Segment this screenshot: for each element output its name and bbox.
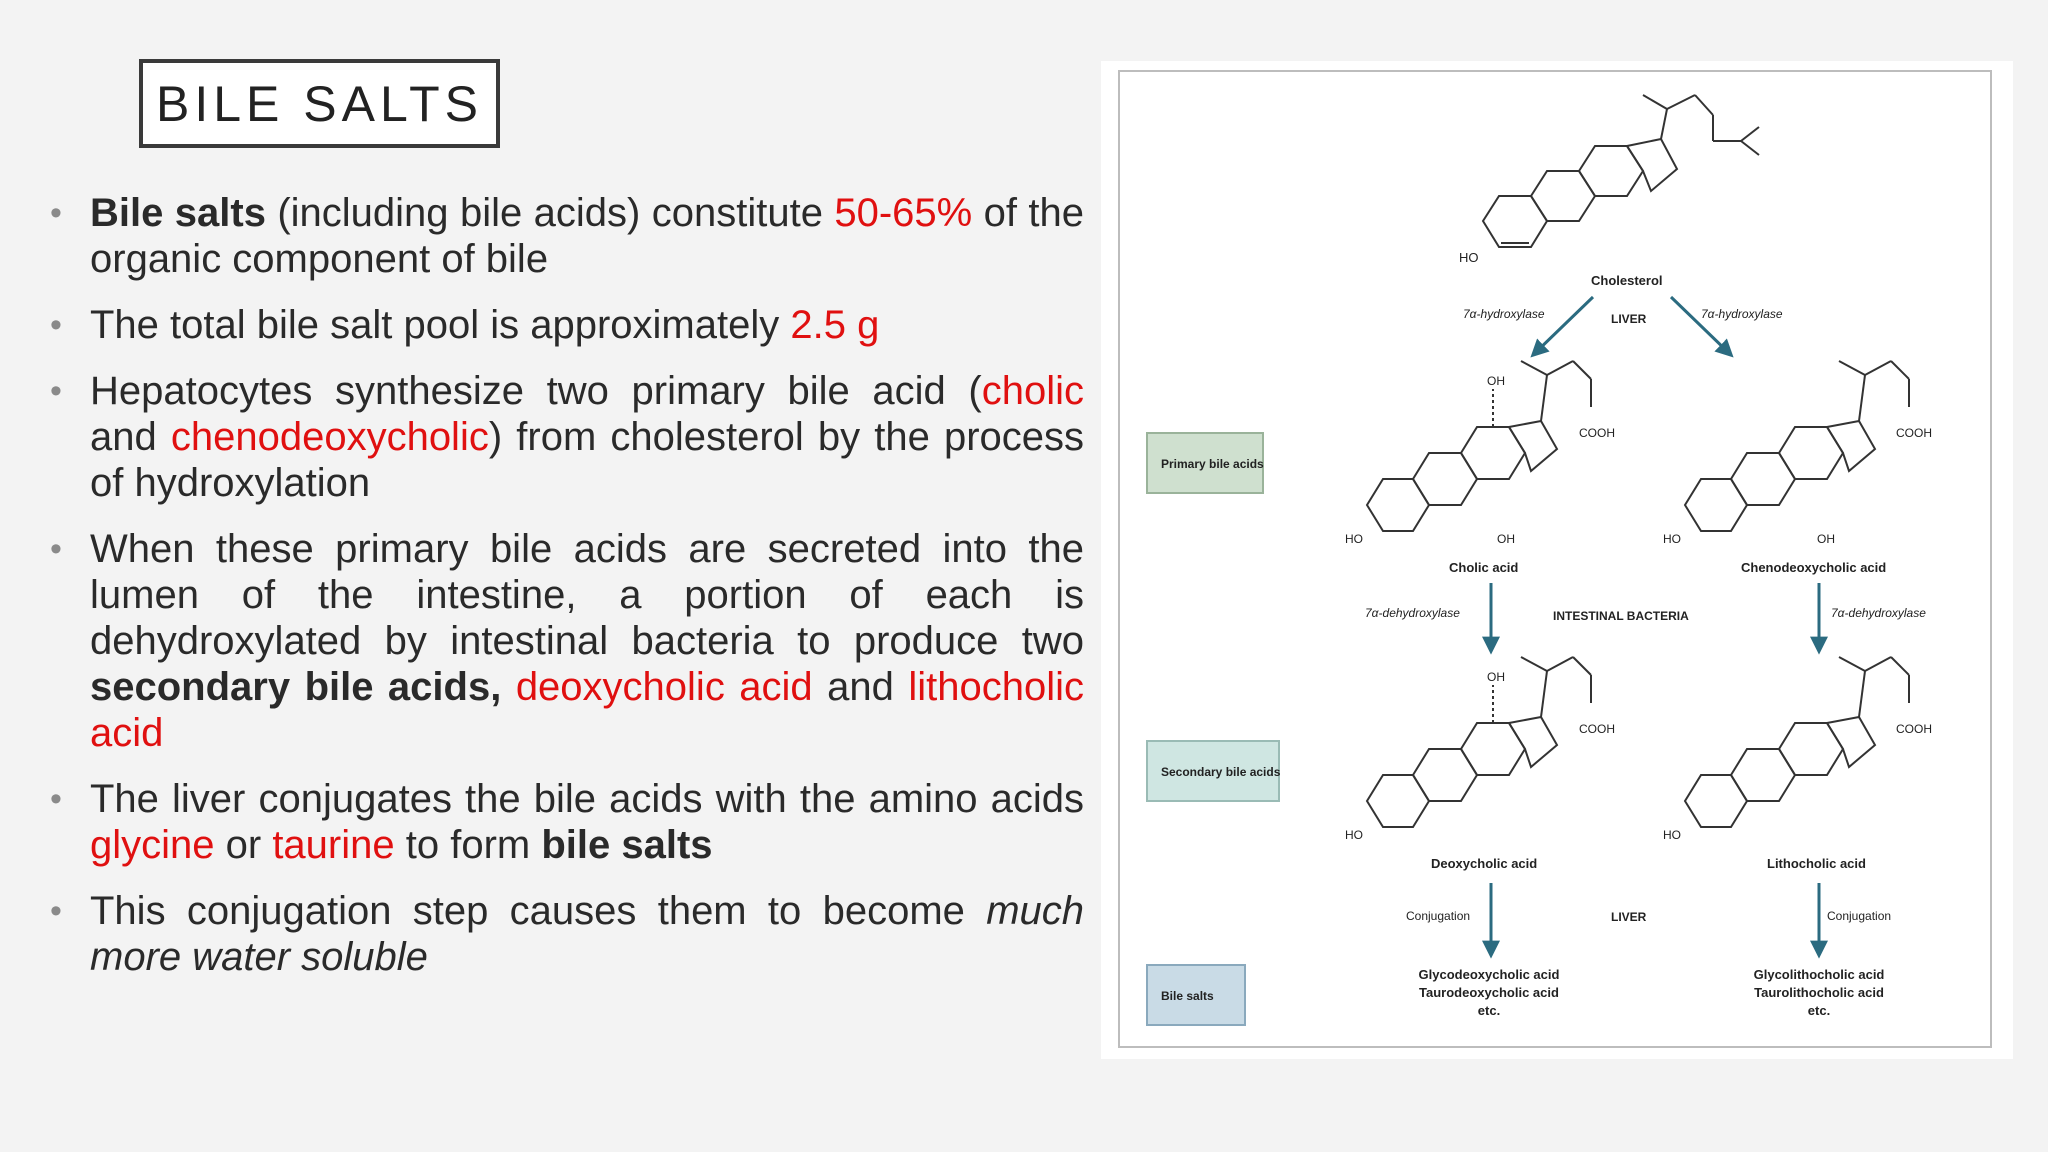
chenodeoxycholic-acid-label: Chenodeoxycholic acid [1741, 560, 1887, 575]
cholic-acid-label: Cholic acid [1449, 560, 1519, 575]
left-product-3: etc. [1477, 1003, 1501, 1018]
deoxy-cooh: COOH [1579, 722, 1615, 736]
bullet-text: to form [394, 823, 542, 867]
bullet-item [42, 776, 1084, 868]
bullet-text: 2.5 g [790, 303, 880, 347]
bullet-item [42, 526, 1084, 756]
bullet-text: or [214, 823, 273, 867]
bullet-dot-icon: • [50, 530, 62, 568]
right-product-1: Glycolithocholic acid [1753, 967, 1885, 982]
pathway-diagram [1101, 61, 2013, 1059]
litho-cooh: COOH [1896, 722, 1932, 736]
liver-bottom-label: LIVER [1611, 910, 1647, 924]
cholic-oh-top: OH [1487, 374, 1505, 388]
figure-frame [1119, 71, 1991, 1047]
bullet-text: of the organic component of bile [90, 191, 1084, 281]
bullet-dot-icon: • [50, 892, 62, 930]
bullet-text: (including bile acids) constitute [265, 191, 835, 235]
bullet-text: ) from cholesterol by the process of hydroxylation [90, 415, 1084, 505]
bullet-text: The total bile salt pool is approximately [90, 303, 791, 347]
bullet-item [42, 888, 1084, 980]
intestinal-bacteria-label: INTESTINAL BACTERIA [1553, 609, 1689, 623]
cholesterol-ho-label: HO [1459, 250, 1479, 265]
bullet-item [42, 368, 1084, 506]
bullet-text: lithocholic acid [90, 665, 1084, 755]
dehydroxylase-right-label: 7α-dehydroxylase [1831, 606, 1926, 620]
bullet-text: secondary bile acids, [90, 665, 502, 709]
right-product-3: etc. [1807, 1003, 1831, 1018]
bullet-text: 50-65% [834, 191, 973, 235]
bile-salts-side-label: Bile salts [1161, 989, 1214, 1003]
left-product-2: Taurodeoxycholic acid [1419, 985, 1559, 1000]
cheno-oh: OH [1817, 532, 1835, 546]
bullet-text: This conjugation step causes them to become [90, 889, 987, 933]
cholic-cooh: COOH [1579, 426, 1615, 440]
bullet-text: The liver conjugates the bile acids with the amino acids [90, 777, 1084, 821]
bullet-text: Bile salts [90, 191, 266, 235]
bullet-dot-icon: • [50, 780, 62, 818]
bullet-text: and [812, 665, 909, 709]
hydroxylase-left-label: 7α-hydroxylase [1463, 307, 1545, 321]
bullet-text: When these primary bile acids are secreted into the lumen of the intestine, a portion of each is dehydroxylated by intestinal bacteria to produce two [90, 527, 1084, 663]
litho-ho: HO [1663, 828, 1681, 842]
bullet-text: much more water soluble [90, 889, 1084, 979]
cholic-ho: HO [1345, 532, 1363, 546]
bullet-dot-icon: • [50, 372, 62, 410]
bullet-text: glycine [90, 823, 215, 867]
conjugation-left-label: Conjugation [1406, 909, 1471, 923]
bile-acid-pathway-figure [1101, 61, 2013, 1059]
bullet-text: taurine [272, 823, 395, 867]
cholic-oh-bottom: OH [1497, 532, 1515, 546]
bullet-item [42, 190, 1084, 282]
liver-top-label: LIVER [1611, 312, 1647, 326]
bullet-text: Hepatocytes synthesize two primary bile acid ( [90, 369, 982, 413]
deoxy-ho: HO [1345, 828, 1363, 842]
bullet-text: deoxycholic acid [515, 665, 813, 709]
bullet-text: bile salts [541, 823, 713, 867]
bullet-list [42, 190, 1084, 1000]
conjugation-right-label: Conjugation [1827, 909, 1892, 923]
bullet-text: cholic [981, 369, 1084, 413]
bullet-dot-icon: • [50, 194, 62, 232]
title-box [139, 59, 500, 148]
bullet-dot-icon: • [50, 306, 62, 344]
primary-bile-acids-label: Primary bile acids [1161, 457, 1264, 471]
secondary-bile-acids-label: Secondary bile acids [1161, 765, 1281, 779]
bullet-text: chenodeoxycholic [170, 415, 489, 459]
cheno-cooh: COOH [1896, 426, 1932, 440]
left-product-1: Glycodeoxycholic acid [1418, 967, 1560, 982]
bullet-text: and [90, 415, 171, 459]
deoxy-oh: OH [1487, 670, 1505, 684]
deoxycholic-acid-label: Deoxycholic acid [1431, 856, 1538, 871]
dehydroxylase-left-label: 7α-dehydroxylase [1365, 606, 1460, 620]
slide-title: BILE SALTS [156, 75, 483, 132]
hydroxylase-right-label: 7α-hydroxylase [1701, 307, 1783, 321]
bullet-text [501, 665, 515, 709]
cheno-ho: HO [1663, 532, 1681, 546]
lithocholic-acid-label: Lithocholic acid [1767, 856, 1866, 871]
cholesterol-label: Cholesterol [1591, 273, 1663, 288]
right-product-2: Taurolithocholic acid [1754, 985, 1884, 1000]
bullet-item [42, 302, 1084, 348]
